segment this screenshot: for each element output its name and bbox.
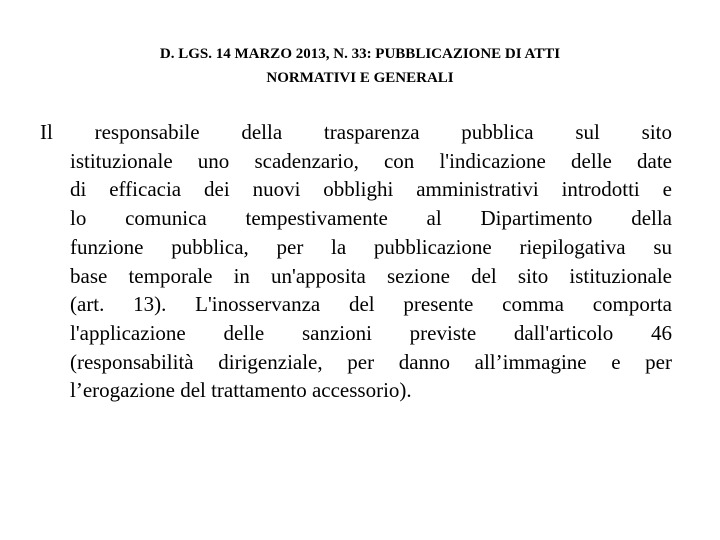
paragraph-line: funzione pubblica, per la pubblicazione riepilogativa su [70, 234, 672, 259]
title-line-2: NORMATIVI E GENERALI [266, 70, 454, 86]
paragraph-line: di efficacia dei nuovi obblighi amministrativi introdotti e [70, 177, 672, 202]
title-line-1: D. LGS. 14 MARZO 2013, N. 33: PUBBLICAZIONE DI ATTI [159, 46, 561, 62]
paragraph-line: base temporale in un'apposita sezione del sito istituzionale [70, 263, 672, 288]
paragraph-line: (art. 13). L'inosservanza del presente comma comporta [70, 292, 672, 317]
paragraph-line: istituzionale uno scadenzario, con l'indicazione delle date [70, 148, 672, 173]
paragraph-line: lo comunica tempestivamente al Dipartimento della [70, 206, 672, 231]
paragraph-line: (responsabilità dirigenziale, per danno all’immagine e per [70, 349, 672, 374]
paragraph-line: l'applicazione delle sanzioni previste dall'articolo 46 [70, 320, 672, 345]
paragraph-line: Il responsabile della trasparenza pubblica sul sito [40, 120, 672, 144]
paragraph-line: l’erogazione del trattamento accessorio). [70, 378, 412, 403]
slide-title [0, 42, 720, 90]
body-paragraph [40, 118, 672, 405]
